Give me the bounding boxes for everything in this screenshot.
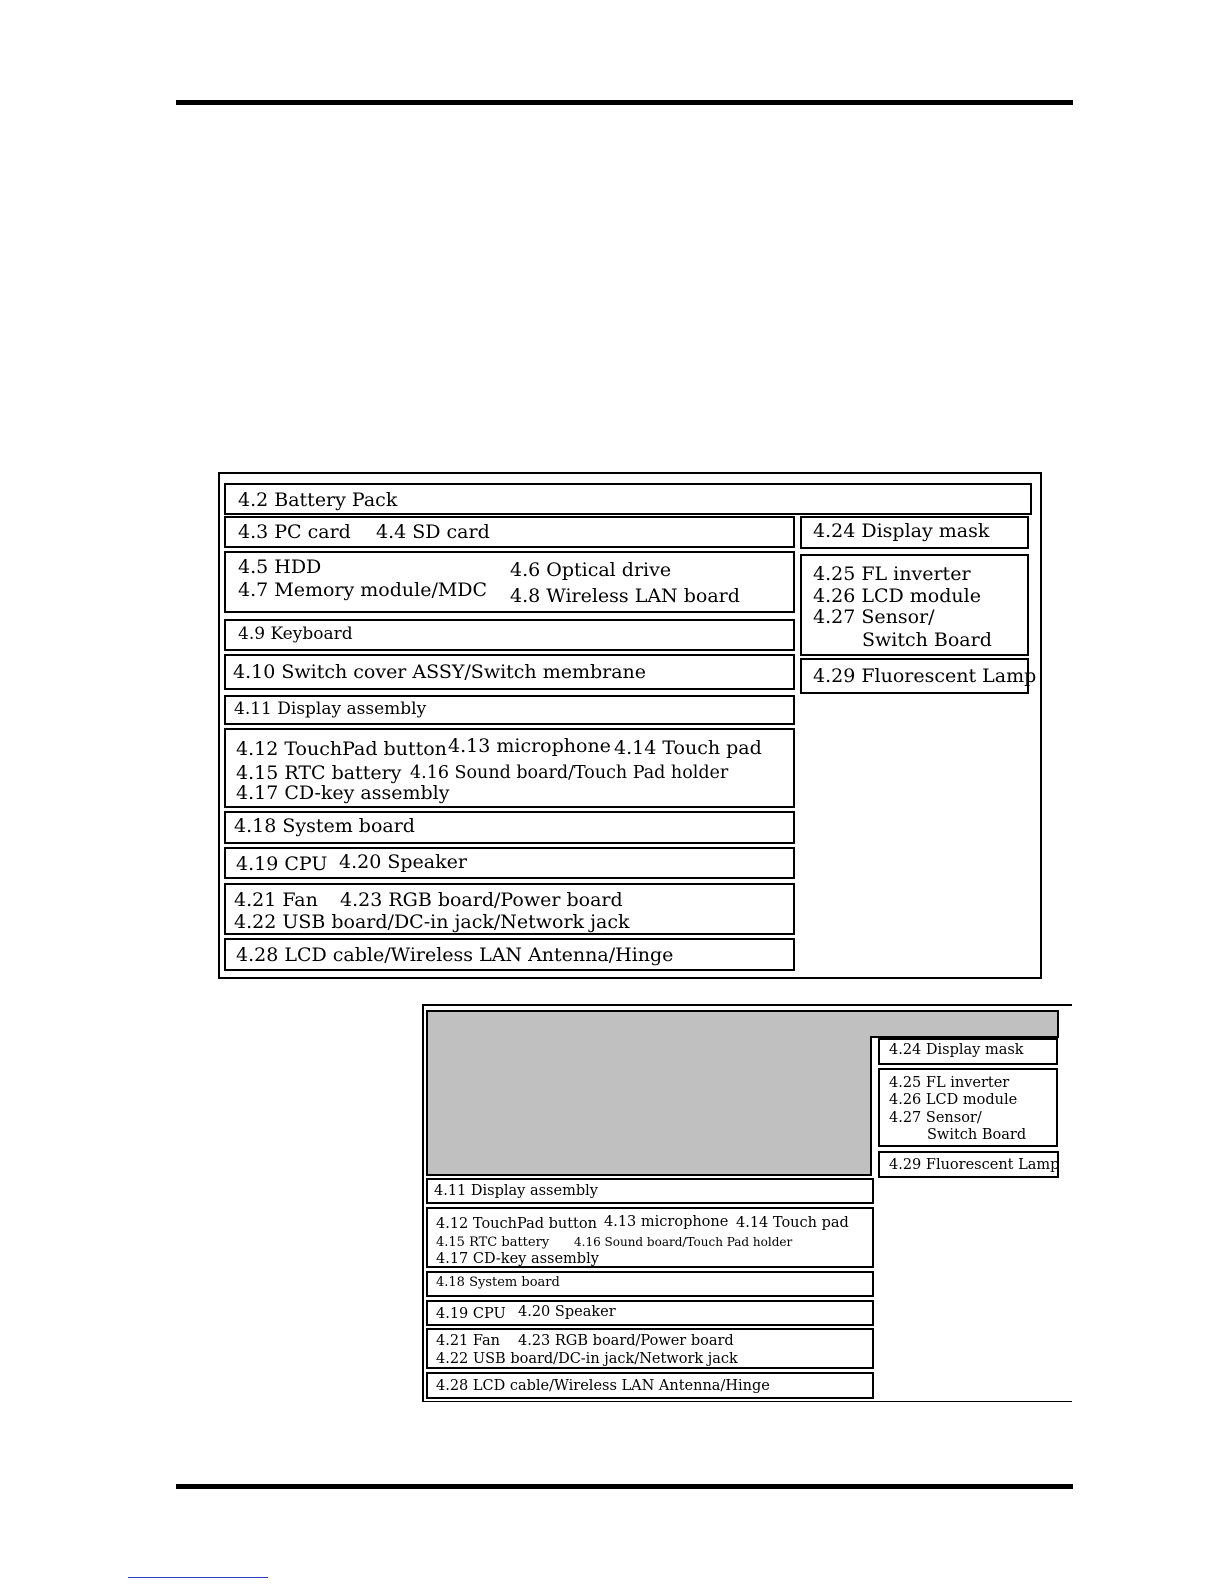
- label-fl-inverter: 4.25 FL inverter: [813, 563, 971, 585]
- label-touchpad-button: 4.12 TouchPad button: [236, 738, 447, 760]
- box-display-mask-small: [878, 1038, 1058, 1065]
- label-usb-board: 4.22 USB board/DC-in jack/Network jack: [234, 911, 630, 933]
- box-display-mask: [800, 516, 1029, 549]
- label-rtc-battery-small: 4.15 RTC battery: [436, 1235, 550, 1250]
- box-cpu-speaker: [224, 847, 795, 879]
- label-display-assembly: 4.11 Display assembly: [234, 699, 427, 719]
- box-keyboard: [224, 619, 795, 651]
- label-speaker: 4.20 Speaker: [339, 851, 467, 873]
- label-switch-board: Switch Board: [862, 629, 992, 651]
- label-sound-board-small: 4.16 Sound board/Touch Pad holder: [574, 1235, 793, 1249]
- box-fluorescent-lamp: [800, 658, 1037, 694]
- label-keyboard: 4.9 Keyboard: [238, 624, 353, 644]
- label-fluorescent-lamp-small: 4.29 Fluorescent Lamp: [889, 1157, 1060, 1173]
- box-display-assembly: [224, 695, 795, 725]
- label-fan: 4.21 Fan: [234, 889, 318, 911]
- label-display-assembly-small: 4.11 Display assembly: [434, 1183, 598, 1199]
- label-system-board: 4.18 System board: [234, 815, 415, 837]
- label-sound-board: 4.16 Sound board/Touch Pad holder: [410, 763, 729, 783]
- label-lcd-module: 4.26 LCD module: [813, 585, 981, 607]
- label-lcd-cable: 4.28 LCD cable/Wireless LAN Antenna/Hinge: [236, 944, 674, 966]
- label-cpu-small: 4.19 CPU: [436, 1306, 506, 1322]
- box-fl-lcd-sensor-small: [878, 1068, 1058, 1147]
- box-lcd-cable: [224, 938, 795, 971]
- box-battery-pack: [224, 483, 1032, 515]
- disassembly-flow-diagram: [218, 472, 1042, 979]
- label-sensor-small: 4.27 Sensor/: [889, 1110, 982, 1126]
- label-display-mask: 4.24 Display mask: [813, 520, 990, 542]
- footer-link-underline: [128, 1577, 268, 1578]
- header-rule: [176, 100, 1073, 105]
- box-fan-rgb-usb-small: [426, 1328, 874, 1369]
- display-disassembly-diagram: [422, 1004, 1072, 1402]
- box-cpu-speaker-small: [426, 1300, 874, 1326]
- label-sensor: 4.27 Sensor/: [813, 606, 935, 628]
- label-microphone-small: 4.13 microphone: [604, 1214, 729, 1230]
- label-pc-card: 4.3 PC card: [238, 521, 351, 543]
- box-system-board: [224, 811, 795, 844]
- label-battery-pack: 4.2 Battery Pack: [238, 489, 398, 511]
- box-fluorescent-lamp-small: [878, 1151, 1059, 1178]
- box-switch-cover: [224, 654, 795, 690]
- label-cd-key-assembly-small: 4.17 CD-key assembly: [436, 1251, 599, 1267]
- label-fluorescent-lamp: 4.29 Fluorescent Lamp: [813, 665, 1037, 687]
- label-memory-module: 4.7 Memory module/MDC: [238, 579, 488, 601]
- label-lcd-module-small: 4.26 LCD module: [889, 1092, 1018, 1108]
- box-fan-rgb-usb: [224, 883, 795, 935]
- label-rgb-board: 4.23 RGB board/Power board: [340, 889, 623, 911]
- label-optical-drive: 4.6 Optical drive: [510, 559, 672, 581]
- label-cd-key-assembly: 4.17 CD-key assembly: [236, 782, 450, 804]
- label-switch-cover: 4.10 Switch cover ASSY/Switch membrane: [233, 661, 647, 683]
- footer-rule: [176, 1484, 1073, 1489]
- removed-parts-area: [426, 1010, 872, 1176]
- label-hdd: 4.5 HDD: [238, 556, 322, 578]
- box-touchpad-group: [224, 728, 795, 808]
- label-sd-card: 4.4 SD card: [376, 521, 490, 543]
- label-usb-board-small: 4.22 USB board/DC-in jack/Network jack: [436, 1351, 738, 1367]
- label-microphone: 4.13 microphone: [448, 735, 611, 757]
- label-wireless-lan-board: 4.8 Wireless LAN board: [510, 585, 740, 607]
- box-touchpad-group-small: [426, 1207, 874, 1268]
- label-touch-pad-small: 4.14 Touch pad: [736, 1215, 849, 1231]
- label-fl-inverter-small: 4.25 FL inverter: [889, 1075, 1010, 1091]
- box-fl-lcd-sensor: [800, 554, 1029, 656]
- label-rgb-board-small: 4.23 RGB board/Power board: [518, 1333, 734, 1349]
- box-hdd-memory: [224, 551, 795, 613]
- label-cpu: 4.19 CPU: [236, 853, 328, 875]
- label-lcd-cable-small: 4.28 LCD cable/Wireless LAN Antenna/Hinge: [436, 1378, 770, 1394]
- label-speaker-small: 4.20 Speaker: [518, 1304, 616, 1320]
- label-touchpad-button-small: 4.12 TouchPad button: [436, 1216, 597, 1232]
- label-touch-pad: 4.14 Touch pad: [614, 737, 762, 759]
- removed-parts-strip: [870, 1010, 1059, 1038]
- label-display-mask-small: 4.24 Display mask: [889, 1042, 1024, 1058]
- box-pc-sd-card: [224, 516, 795, 548]
- label-fan-small: 4.21 Fan: [436, 1333, 500, 1349]
- label-system-board-small: 4.18 System board: [436, 1275, 560, 1290]
- box-system-board-small: [426, 1271, 874, 1297]
- box-lcd-cable-small: [426, 1372, 874, 1399]
- label-switch-board-small: Switch Board: [927, 1127, 1027, 1143]
- label-rtc-battery: 4.15 RTC battery: [236, 762, 402, 784]
- box-display-assembly-small: [426, 1178, 874, 1204]
